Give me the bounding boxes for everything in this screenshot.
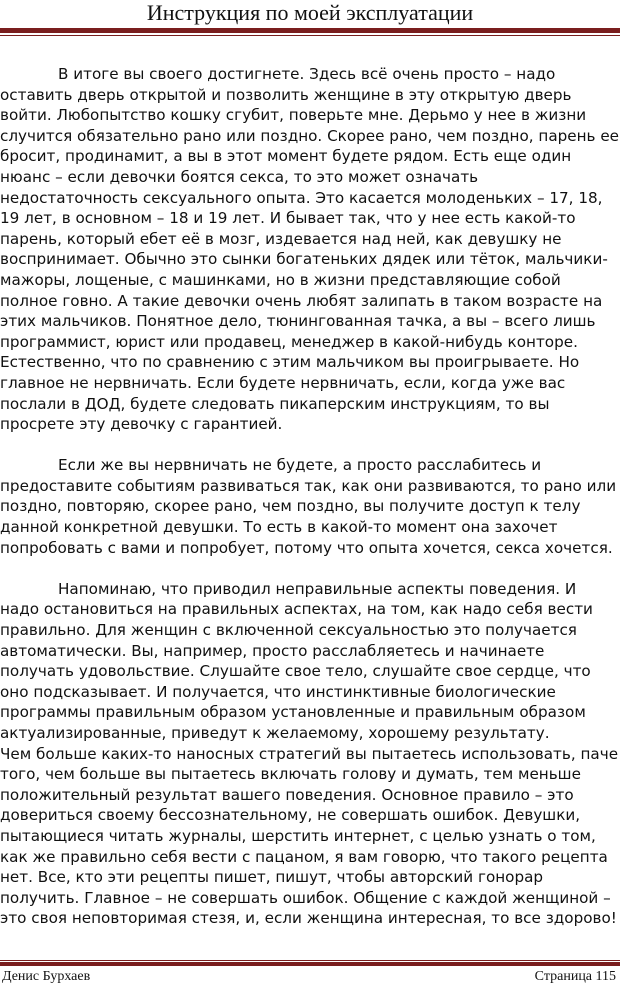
footer-page-number: Страница 115 bbox=[534, 969, 616, 984]
page-body bbox=[0, 64, 620, 929]
paragraph-1: В итоге вы своего достигнете. Здесь всё очень просто – надо оставить дверь открытой и позволить женщине в эту открытую дверь войти. Любопытство кошку сгубит, поверьте мне. Дерьмо у нее в жизни случится обязательно рано или поздно. Скорее рано, чем поздно, парень ее бросит, продинамит, а вы в этот момент будете рядом. Есть еще один нюанс – если девочки боятся секса, то это может означать недостаточность сексуального опыта. Это касается молоденьких – 17, 18, 19 лет, в основном – 18 и 19 лет. И бывает так, что у нее есть какой-то парень, который ебет её в мозг, издевается над ней, как девушку не воспринимает. Обычно это сынки богатеньких дядек или тёток, мальчики-мажоры, лощеные, с машинками, но в жизни представляющие собой полное говно. А такие девочки очень любят залипать в таком возрасте на этих мальчиков. Понятное дело, тюнингованная тачка, а вы – всего лишь программист, юрист или продавец, менеджер в какой-нибудь конторе. Естественно, что по сравнению с этим мальчиком вы проигрываете. Но главное не нервничать. Если будете нервничать, если, когда уже вас послали в ДОД, будете следовать пикаперским инструкциям, то вы просрете эту девочку с гарантией. bbox=[0, 65, 620, 434]
page-header-title: Инструкция по моей эксплуатации bbox=[146, 0, 474, 25]
header-rule-thin bbox=[0, 35, 620, 36]
paragraph-2: Если же вы нервничать не будете, а просто расслабитесь и предоставите событиям развиваться так, как они развиваются, то рано или поздно, повторяю, скорее рано, чем поздно, вы получите доступ к телу данной конкретной девушки. То есть в какой-то момент она захочет попробовать с вами и попробует, потому что опыта хочется, секса хочется. bbox=[0, 456, 617, 557]
footer-rule-thin bbox=[0, 960, 620, 961]
footer-rule-thick bbox=[0, 962, 620, 966]
paragraph-gap bbox=[0, 435, 620, 456]
paragraph-4: Чем больше каких-то наносных стратегий вы пытаетесь использовать, паче того, чем больше вы пытаетесь включать голову и думать, тем меньше положительный результат вашего поведения. Основное правило – это довериться своему бессознательному, не совершать ошибок. Девушки, пытающиеся читать журналы, шерстить интернет, с целью узнать о том, как же правильно себя вести с пацаном, я вам говорю, что такого рецепта нет. Все, кто эти рецепты пишет, пишут, чтобы авторский гонорар получить. Главное – не совершать ошибок. Общение с каждой женщиной – это своя неповторимая стезя, и, если женщина интересная, то все здорово! bbox=[0, 744, 619, 928]
paragraph-gap bbox=[0, 558, 620, 579]
footer-author: Денис Бурхаев bbox=[2, 969, 91, 984]
paragraph-3: Напоминаю, что приводил неправильные аспекты поведения. И надо остановиться на правильных аспектах, на том, как надо себя вести правильно. Для женщин с включенной сексуальностью это получается автоматически. Вы, например, просто расслабляетесь и начинаете получать удовольствие. Слушайте свое тело, слушайте свое сердце, что оно подсказывает. И получается, что инстинктивные биологические программы правильным образом установленные и правильным образом актуализированные, приведут к желаемому, хорошему результату. bbox=[0, 579, 593, 742]
header-rule-thick bbox=[0, 28, 620, 33]
